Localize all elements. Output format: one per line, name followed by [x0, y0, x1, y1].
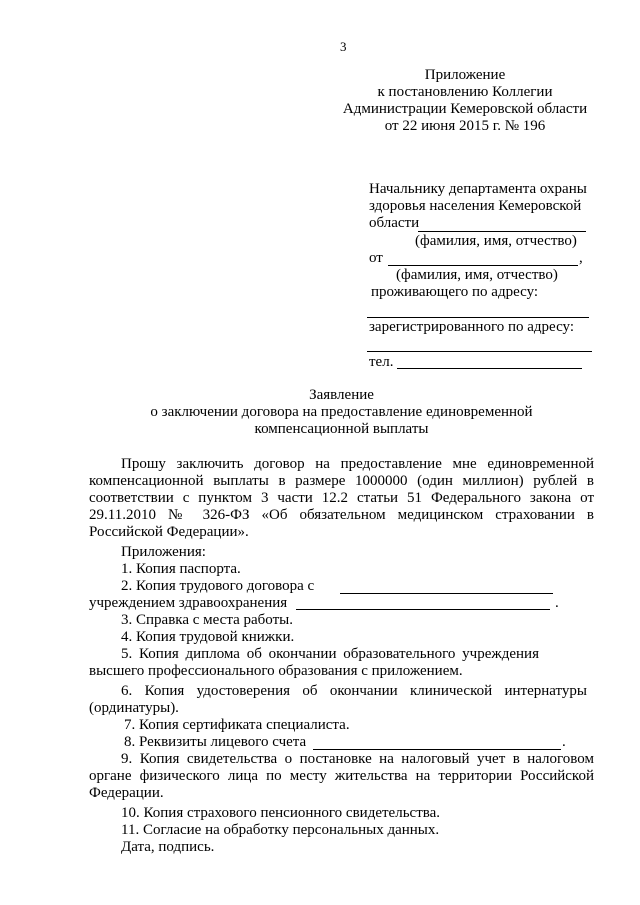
- from-comma: ,: [579, 250, 583, 266]
- appendix-item-5-line1: 5. Копия диплома об окончании образовательного учреждения: [121, 646, 539, 662]
- appendix-item-11: 11. Согласие на обработку персональных данных.: [121, 822, 440, 838]
- appendix-item-8: 8. Реквизиты лицевого счета: [124, 734, 307, 750]
- appendix-item-9-line3: Федерации.: [89, 785, 164, 801]
- appendix-item-9-line2: органе физического лица по месту жительства на территории Российской: [89, 768, 594, 784]
- phone-blank[interactable]: [397, 368, 582, 369]
- addressee-name-hint: (фамилия, имя, отчество): [415, 233, 577, 249]
- appendix-item-1: 1. Копия паспорта.: [121, 561, 241, 577]
- from-label: от: [369, 250, 383, 266]
- applicant-name-hint: (фамилия, имя, отчество): [396, 267, 558, 283]
- residence-address-blank[interactable]: [367, 317, 589, 318]
- appendix-item-7: 7. Копия сертификата специалиста.: [124, 717, 350, 733]
- signature-date-line: Дата, подпись.: [121, 839, 215, 855]
- appendix-item-8-end: .: [562, 734, 566, 750]
- request-paragraph-line1: Прошу заключить договор на предоставление мне единовременной: [121, 456, 594, 472]
- appendix-item-2-end: .: [555, 595, 559, 611]
- appendix-header-line2: к постановлению Коллегии: [377, 84, 553, 100]
- appendix-item-2-line1: 2. Копия трудового договора с: [121, 578, 315, 594]
- appendix-item-3: 3. Справка с места работы.: [121, 612, 293, 628]
- document-subtitle-line1: о заключении договора на предоставление единовременной: [150, 404, 533, 420]
- addressee-name-blank[interactable]: [418, 231, 586, 232]
- appendix-item-10: 10. Копия страхового пенсионного свидетельства.: [121, 805, 441, 821]
- appendix-item-6-line2: (ординатуры).: [89, 700, 179, 716]
- healthcare-institution-blank[interactable]: [296, 609, 550, 610]
- appendix-item-4: 4. Копия трудовой книжки.: [121, 629, 295, 645]
- appendix-item-5-line2: высшего профессионального образования с приложением.: [89, 663, 463, 679]
- addressee-line1: Начальнику департамента охраны: [369, 181, 587, 197]
- residing-label: проживающего по адресу:: [371, 284, 539, 300]
- registered-label: зарегистрированного по адресу:: [369, 319, 574, 335]
- request-paragraph-line5: Российской Федерации».: [89, 524, 249, 540]
- document-subtitle-line2: компенсационной выплаты: [254, 421, 429, 437]
- appendix-header-line1: Приложение: [424, 67, 506, 83]
- addressee-line3: области: [369, 215, 420, 231]
- appendices-label: Приложения:: [121, 544, 206, 560]
- appendix-header-line4: от 22 июня 2015 г. № 196: [384, 118, 546, 134]
- request-paragraph-line2: компенсационной выплаты в размере 1000000 (один миллион) рублей в: [89, 473, 594, 489]
- bank-account-blank[interactable]: [313, 749, 561, 750]
- request-paragraph-line4: 29.11.2010 № 326-ФЗ «Об обязательном медицинском страховании в: [89, 507, 594, 523]
- applicant-name-blank[interactable]: [388, 265, 578, 266]
- page-number: 3: [340, 39, 347, 54]
- registration-address-blank[interactable]: [367, 351, 592, 352]
- request-paragraph-line3: соответствии с пунктом 3 части 12.2 статьи 51 Федерального закона от: [89, 490, 594, 506]
- employment-contract-blank[interactable]: [340, 593, 553, 594]
- appendix-item-9-line1: 9. Копия свидетельства о постановке на налоговый учет в налоговом: [121, 751, 594, 767]
- addressee-line2: здоровья населения Кемеровской: [369, 198, 582, 214]
- appendix-item-2-line2: учреждением здравоохранения: [89, 595, 288, 611]
- appendix-item-6-line1: 6. Копия удостоверения об окончании клинической интернатуры: [121, 683, 587, 699]
- document-title: Заявление: [309, 387, 374, 403]
- appendix-header-line3: Администрации Кемеровской области: [342, 101, 588, 117]
- phone-label: тел.: [369, 354, 394, 370]
